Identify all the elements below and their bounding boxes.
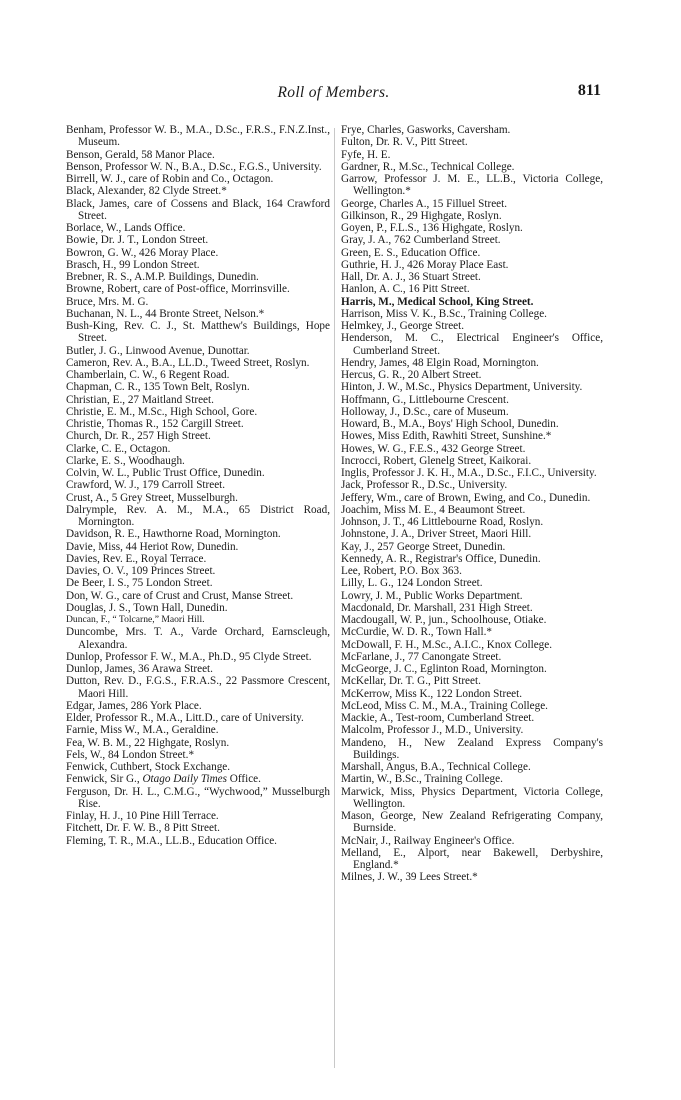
member-entry: Dunlop, James, 36 Arawa Street. (66, 663, 213, 675)
member-entry: Bush-King, Rev. C. J., St. Matthew's Buildings, Hope Street. (66, 320, 330, 345)
member-entry: George, Charles A., 15 Filluel Street. (341, 197, 508, 210)
member-entry: Fulton, Dr. R. V., Pitt Street. (341, 136, 468, 149)
member-entry: Fea, W. B. M., 22 Highgate, Roslyn. (66, 736, 230, 749)
member-entry: Howes, Miss Edith, Rawhiti Street, Sunshine.* (341, 430, 552, 443)
member-entry: Colvin, W. L., Public Trust Office, Dunedin. (66, 467, 265, 479)
member-entry: Henderson, M. C., Electrical Engineer's Office, Cumberland Street. (341, 332, 603, 357)
running-title: Roll of Members. (277, 84, 390, 101)
member-entry: Edgar, James, 286 York Place. (66, 699, 202, 712)
member-entry: Christian, E., 27 Maitland Street. (66, 393, 214, 406)
member-entry: Howard, B., M.A., Boys' High School, Dunedin. (341, 418, 559, 430)
member-entry: Hoffmann, G., Littlebourne Crescent. (341, 393, 509, 406)
member-entry: Fyfe, H. E. (341, 148, 391, 161)
member-entry: Bruce, Mrs. M. G. (66, 295, 149, 308)
member-entry: Don, W. G., care of Crust and Crust, Manse Street. (66, 589, 294, 602)
member-entry: McGeorge, J. C., Eglinton Road, Mornington. (341, 663, 547, 675)
member-entry: Duncan, F., “ Tolcarne,” Maori Hill. (66, 614, 205, 625)
member-entry: Brebner, R. S., A.M.P. Buildings, Dunedin. (66, 271, 259, 283)
member-entry: Fleming, T. R., M.A., LL.B., Education Office. (66, 834, 277, 847)
entry-text: Office. (226, 773, 261, 786)
member-entry: Douglas, J. S., Town Hall, Dunedin. (66, 601, 228, 614)
member-entry: McNair, J., Railway Engineer's Office. (341, 834, 515, 847)
member-entry: McFarlane, J., 77 Canongate Street. (341, 650, 502, 663)
member-entry: Green, E. S., Education Office. (341, 246, 481, 259)
members-column-left (66, 124, 330, 847)
member-entry: Hanlon, A. C., 16 Pitt Street. (341, 283, 470, 296)
member-entry: Fitchett, Dr. F. W. B., 8 Pitt Street. (66, 822, 220, 835)
member-entry: Birrell, W. J., care of Robin and Co., Octagon. (66, 173, 274, 185)
member-entry: Cameron, Rev. A., B.A., LL.D., Tweed Street, Roslyn. (66, 356, 310, 369)
member-entry: Frye, Charles, Gasworks, Caversham. (341, 124, 511, 136)
member-entry: Gray, J. A., 762 Cumberland Street. (341, 234, 501, 247)
member-entry: Farnie, Miss W., M.A., Geraldine. (66, 724, 219, 737)
member-entry: Helmkey, J., George Street. (341, 320, 465, 332)
member-entry: De Beer, I. S., 75 London Street. (66, 577, 213, 590)
members-column-right (341, 124, 603, 884)
member-entry: Buchanan, N. L., 44 Bronte Street, Nelson.* (66, 307, 265, 320)
member-entry: Malcolm, Professor J., M.D., University. (341, 724, 524, 737)
member-entry: Lee, Robert, P.O. Box 363. (341, 565, 462, 577)
member-entry: Macdonald, Dr. Marshall, 231 High Street. (341, 601, 533, 614)
member-entry: Martin, W., B.Sc., Training College. (341, 773, 503, 786)
member-entry: Incrocci, Robert, Glenelg Street, Kaikorai. (341, 454, 532, 467)
member-entry: Harrison, Miss V. K., B.Sc., Training College. (341, 307, 547, 320)
member-entry: Davie, Miss, 44 Heriot Row, Dunedin. (66, 540, 239, 553)
member-entry: Clarke, E. S., Woodhaugh. (66, 454, 185, 467)
member-entry: Butler, J. G., Linwood Avenue, Dunottar. (66, 344, 250, 357)
member-entry: McLeod, Miss C. M., M.A., Training College. (341, 699, 548, 712)
member-entry: Gardner, R., M.Sc., Technical College. (341, 160, 515, 173)
member-entry: Mandeno, H., New Zealand Express Company's Buildings. (341, 736, 603, 761)
page-number: 811 (577, 82, 601, 99)
member-entry: Benson, Gerald, 58 Manor Place. (66, 148, 215, 161)
member-entry: Duncombe, Mrs. T. A., Varde Orchard, Earnscleugh, Alexandra. (66, 626, 330, 651)
member-entry: Howes, W. G., F.E.S., 432 George Street. (341, 442, 526, 455)
member-entry: Church, Dr. R., 257 High Street. (66, 430, 211, 443)
member-entry: Johnson, J. T., 46 Littlebourne Road, Roslyn. (341, 516, 544, 528)
member-entry: Bowie, Dr. J. T., London Street. (66, 234, 209, 247)
member-entry: Guthrie, H. J., 426 Moray Place East. (341, 258, 509, 271)
member-entry: Ferguson, Dr. H. L., C.M.G., “Wychwood,” Musselburgh Rise. (66, 785, 330, 810)
member-entry: Fenwick, Cuthbert, Stock Exchange. (66, 761, 231, 773)
member-entry: Garrow, Professor J. M. E., LL.B., Victoria College, Wellington.* (341, 173, 603, 198)
member-entry: Fels, W., 84 London Street.* (66, 748, 195, 761)
member-entry: Davies, O. V., 109 Princes Street. (66, 565, 216, 577)
member-entry: Melland, E., Alport, near Bakewell, Derbyshire, England.* (341, 846, 603, 871)
member-entry: Kay, J., 257 George Street, Dunedin. (341, 540, 506, 553)
member-entry: McDowall, F. H., M.Sc., A.I.C., Knox College. (341, 638, 553, 651)
member-entry: Elder, Professor R., M.A., Litt.D., care of University. (66, 712, 304, 724)
member-entry: Jeffery, Wm., care of Brown, Ewing, and Co., Dunedin. (341, 491, 591, 504)
member-entry: Black, Alexander, 82 Clyde Street.* (66, 185, 227, 198)
member-entry: Davidson, R. E., Hawthorne Road, Mornington. (66, 528, 281, 541)
member-entry: Hendry, James, 48 Elgin Road, Mornington. (341, 356, 539, 369)
member-entry: Dalrymple, Rev. A. M., M.A., 65 District Road, Mornington. (66, 503, 330, 528)
member-entry: Davies, Rev. E., Royal Terrace. (66, 552, 207, 565)
member-entry: McCurdie, W. D. R., Town Hall.* (341, 626, 492, 639)
member-entry: Dunlop, Professor F. W., M.A., Ph.D., 95 Clyde Street. (66, 650, 312, 663)
entry-text: Fenwick, Sir G., (66, 773, 143, 786)
member-entry: Browne, Robert, care of Post-office, Morrinsville. (66, 283, 290, 296)
member-entry: Macdougall, W. P., jun., Schoolhouse, Otiake. (341, 614, 547, 626)
member-entry: McKerrow, Miss K., 122 London Street. (341, 687, 523, 700)
member-entry: Chamberlain, C. W., 6 Regent Road. (66, 369, 230, 381)
member-entry: Kennedy, A. R., Registrar's Office, Dunedin. (341, 552, 541, 565)
member-entry: Goyen, P., F.L.S., 136 Highgate, Roslyn. (341, 222, 523, 234)
column-divider (334, 128, 335, 1068)
member-entry: Harris, M., Medical School, King Street. (341, 295, 534, 308)
member-entry: Marshall, Angus, B.A., Technical College. (341, 761, 531, 773)
member-entry: McKellar, Dr. T. G., Pitt Street. (341, 675, 481, 688)
member-entry: Marwick, Miss, Physics Department, Victoria College, Wellington. (341, 785, 603, 810)
member-entry: Crawford, W. J., 179 Carroll Street. (66, 479, 226, 492)
member-entry: Brasch, H., 99 London Street. (66, 258, 200, 271)
member-entry: Hall, Dr. A. J., 36 Stuart Street. (341, 271, 481, 283)
member-entry: Clarke, C. E., Octagon. (66, 442, 171, 455)
page-header (66, 82, 601, 104)
member-entry: Crust, A., 5 Grey Street, Musselburgh. (66, 491, 238, 504)
member-entry: Lilly, L. G., 124 London Street. (341, 577, 483, 590)
member-entry: Milnes, J. W., 39 Lees Street.* (341, 871, 478, 884)
newspaper-title: Otago Daily Times (142, 773, 227, 786)
member-entry: Bowron, G. W., 426 Moray Place. (66, 246, 219, 259)
member-entry-fenwick-g (66, 773, 330, 785)
member-entry: Joachim, Miss M. E., 4 Beaumont Street. (341, 503, 526, 516)
member-entry: Mackie, A., Test-room, Cumberland Street. (341, 712, 535, 724)
member-entry: Lowry, J. M., Public Works Department. (341, 589, 523, 602)
member-entry: Mason, George, New Zealand Refrigerating Company, Burnside. (341, 810, 603, 835)
member-entry: Benson, Professor W. N., B.A., D.Sc., F.G.S., University. (66, 160, 322, 173)
member-entry: Hercus, G. R., 20 Albert Street. (341, 369, 482, 381)
member-entry: Inglis, Professor J. K. H., M.A., D.Sc., F.I.C., University. (341, 467, 597, 479)
member-entry: Finlay, H. J., 10 Pine Hill Terrace. (66, 810, 219, 822)
member-entry: Johnstone, J. A., Driver Street, Maori Hill. (341, 528, 532, 541)
member-entry: Black, James, care of Cossens and Black, 164 Crawford Street. (66, 197, 330, 222)
member-entry: Christie, E. M., M.Sc., High School, Gore. (66, 405, 258, 418)
member-entry: Gilkinson, R., 29 Highgate, Roslyn. (341, 209, 502, 222)
member-entry: Borlace, W., Lands Office. (66, 222, 186, 234)
member-entry: Hinton, J. W., M.Sc., Physics Department, University. (341, 381, 583, 394)
member-entry: Jack, Professor R., D.Sc., University. (341, 479, 508, 492)
member-entry: Dutton, Rev. D., F.G.S., F.R.A.S., 22 Passmore Crescent, Maori Hill. (66, 675, 330, 700)
member-entry: Holloway, J., D.Sc., care of Museum. (341, 405, 509, 418)
member-entry: Benham, Professor W. B., M.A., D.Sc., F.R.S., F.N.Z.Inst., Museum. (66, 124, 330, 149)
member-entry: Christie, Thomas R., 152 Cargill Street. (66, 418, 244, 430)
member-entry: Chapman, C. R., 135 Town Belt, Roslyn. (66, 381, 250, 394)
